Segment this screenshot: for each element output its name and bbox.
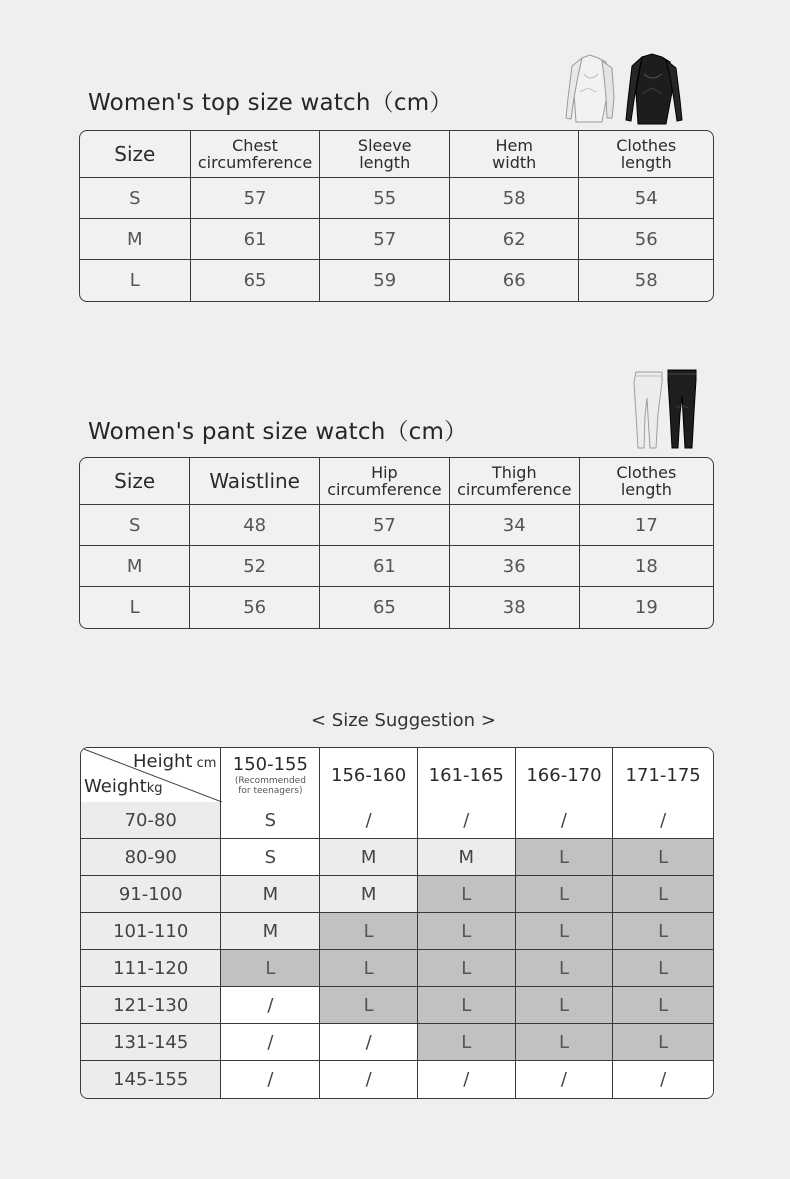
weight-range-cell: 145-155	[81, 1061, 221, 1098]
pant-size-title: Women's pant size watch（cm）	[88, 419, 468, 445]
table-header-row	[80, 131, 713, 178]
size-recommendation-cell: L	[516, 1024, 614, 1061]
size-recommendation-cell: M	[320, 839, 418, 876]
size-recommendation-cell: /	[516, 1061, 614, 1098]
value-cell: 18	[580, 546, 713, 587]
value-cell: 66	[450, 260, 579, 301]
size-recommendation-cell: L	[516, 987, 614, 1024]
size-recommendation-cell: L	[418, 1024, 516, 1061]
size-recommendation-cell: L	[613, 876, 713, 913]
table-row	[80, 587, 713, 628]
size-recommendation-cell: /	[418, 1061, 516, 1098]
size-recommendation-cell: /	[320, 1061, 418, 1098]
size-recommendation-cell: /	[221, 987, 320, 1024]
value-cell: 58	[634, 270, 658, 291]
value-cell: 56	[579, 219, 713, 260]
size-recommendation-cell: L	[613, 913, 713, 950]
leggings-thumbnail-icon	[628, 368, 700, 452]
height-col-header: 171-175	[613, 748, 713, 802]
size-recommendation-cell: L	[320, 950, 418, 987]
size-recommendation-cell: L	[320, 987, 418, 1024]
size-suggestion-table	[80, 747, 714, 1099]
header-hem: Hem width	[450, 131, 579, 178]
size-cell: M	[80, 219, 191, 260]
table-row	[80, 219, 713, 260]
size-recommendation-cell: L	[418, 913, 516, 950]
size-recommendation-cell: /	[613, 1061, 713, 1098]
size-recommendation-cell: L	[613, 839, 713, 876]
header-thigh: Thigh circumference	[450, 458, 580, 505]
table-row	[81, 876, 713, 913]
value-cell: 59	[320, 260, 450, 301]
teen-note: (Recommended for teenagers)	[234, 776, 306, 796]
size-recommendation-cell: /	[320, 802, 418, 839]
value-cell: 19	[634, 597, 658, 618]
size-suggestion-title: < Size Suggestion >	[311, 710, 496, 731]
header-size: Size	[80, 458, 190, 505]
table-row	[80, 505, 713, 546]
header-clothes-length: Clothes length	[579, 131, 713, 178]
size-recommendation-cell: M	[418, 839, 516, 876]
value-cell: 57	[191, 178, 321, 219]
size-recommendation-cell: /	[418, 802, 516, 839]
header-size: Size	[80, 131, 191, 178]
size-recommendation-cell: L	[320, 913, 418, 950]
value-cell: 65	[191, 260, 321, 301]
weight-axis-label: Weightkg	[84, 776, 163, 797]
value-cell: 57	[320, 219, 450, 260]
value-cell: 34	[450, 505, 580, 546]
size-cell: L	[80, 260, 191, 301]
header-chest: Chest circumference	[191, 131, 321, 178]
table-row	[81, 913, 713, 950]
value-cell: 57	[320, 505, 450, 546]
top-size-title: Women's top size watch（cm）	[88, 90, 453, 116]
header-waistline: Waistline	[190, 458, 320, 505]
value-cell: 48	[190, 505, 320, 546]
value-cell: 65	[320, 587, 450, 628]
size-recommendation-cell: L	[418, 950, 516, 987]
weight-range-cell: 80-90	[81, 839, 221, 876]
tops-thumbnail-icon	[562, 52, 688, 128]
value-cell: 54	[579, 178, 713, 219]
value-cell: 62	[450, 219, 579, 260]
height-col-header: 150-155 (Recommended for teenagers)	[221, 748, 320, 802]
table-header-row	[81, 748, 713, 802]
value-cell: 58	[450, 178, 579, 219]
weight-range-cell: 91-100	[81, 876, 221, 913]
corner-cell	[81, 748, 221, 802]
size-recommendation-cell: M	[221, 913, 320, 950]
table-row	[80, 546, 713, 587]
value-cell: 56	[190, 587, 320, 628]
size-recommendation-cell: S	[221, 839, 320, 876]
size-cell: S	[80, 505, 190, 546]
table-row	[81, 802, 713, 839]
header-hip: Hip circumference	[320, 458, 450, 505]
table-row	[81, 950, 713, 987]
weight-range-cell: 131-145	[81, 1024, 221, 1061]
size-recommendation-cell: /	[613, 802, 713, 839]
value-cell: 55	[320, 178, 450, 219]
size-recommendation-cell: /	[221, 1061, 320, 1098]
weight-range-cell: 70-80	[81, 802, 221, 839]
weight-range-cell: 101-110	[81, 913, 221, 950]
size-recommendation-cell: L	[418, 876, 516, 913]
height-col-header: 156-160	[320, 748, 418, 802]
height-col-header: 161-165	[418, 748, 516, 802]
size-recommendation-cell: L	[516, 876, 614, 913]
size-recommendation-cell: L	[516, 950, 614, 987]
size-recommendation-cell: /	[320, 1024, 418, 1061]
top-size-table	[79, 130, 714, 302]
size-cell: S	[80, 178, 191, 219]
table-row	[81, 987, 713, 1024]
height-col-header: 166-170	[516, 748, 614, 802]
value-cell: 38	[450, 587, 580, 628]
size-recommendation-cell: M	[221, 876, 320, 913]
size-recommendation-cell: M	[320, 876, 418, 913]
table-row	[81, 1024, 713, 1061]
value-cell: 36	[450, 546, 580, 587]
size-cell: L	[80, 587, 190, 628]
weight-range-cell: 111-120	[81, 950, 221, 987]
size-recommendation-cell: L	[613, 987, 713, 1024]
size-recommendation-cell: /	[516, 802, 614, 839]
size-recommendation-cell: L	[418, 987, 516, 1024]
size-cell: M	[80, 546, 190, 587]
size-recommendation-cell: L	[516, 913, 614, 950]
size-recommendation-cell: L	[613, 1024, 713, 1061]
size-recommendation-cell: S	[221, 802, 320, 839]
size-recommendation-cell: L	[221, 950, 320, 987]
table-row	[81, 1061, 713, 1098]
pant-size-table	[79, 457, 714, 629]
table-row	[80, 260, 713, 301]
height-axis-label: Height cm	[132, 751, 217, 772]
value-cell: 61	[191, 219, 321, 260]
value-cell: 52	[190, 546, 320, 587]
weight-range-cell: 121-130	[81, 987, 221, 1024]
value-cell: 17	[580, 505, 713, 546]
header-clothes-length: Clothes length	[580, 458, 713, 505]
header-sleeve: Sleeve length	[320, 131, 450, 178]
size-recommendation-cell: L	[613, 950, 713, 987]
size-recommendation-cell: L	[516, 839, 614, 876]
size-recommendation-cell: /	[221, 1024, 320, 1061]
table-row	[81, 839, 713, 876]
table-header-row	[80, 458, 713, 505]
table-row	[80, 178, 713, 219]
value-cell: 61	[320, 546, 450, 587]
